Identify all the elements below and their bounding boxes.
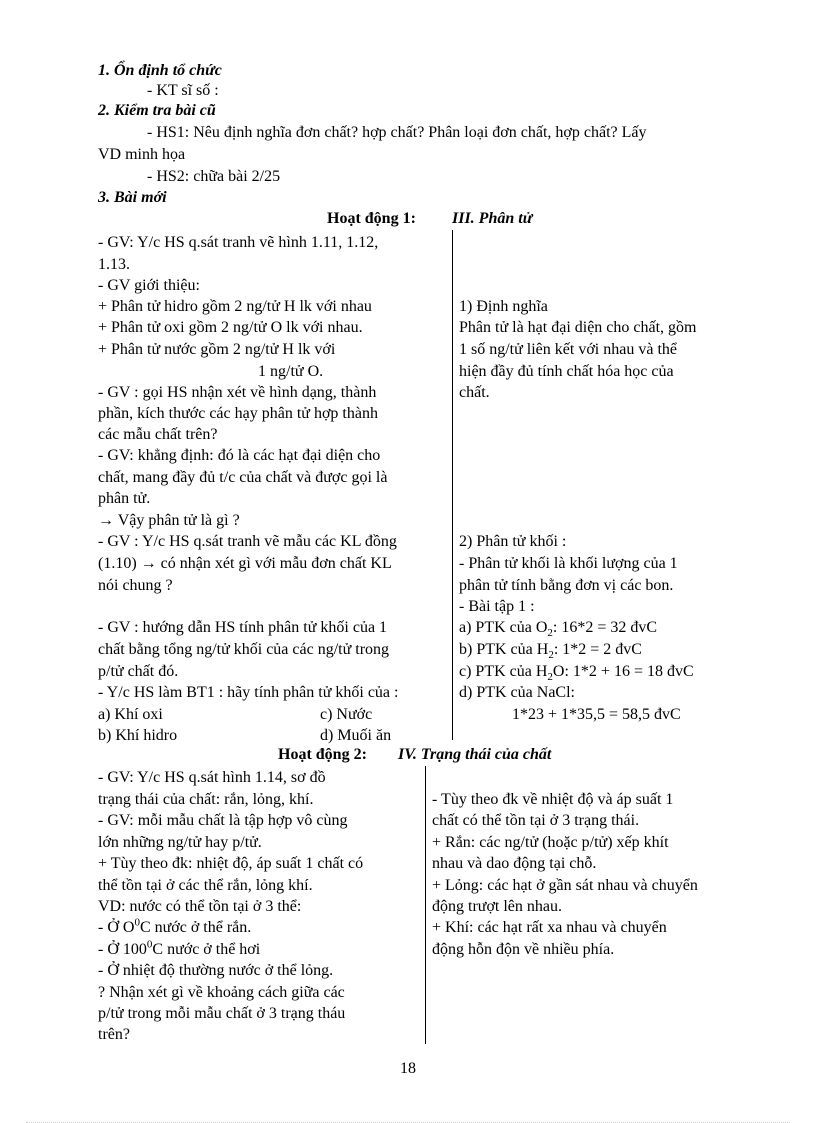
section-2-heading: 2. Kiểm tra bài cũ	[98, 102, 216, 119]
act2-left-line: thể tồn tại ở các thể rắn, lỏng khí.	[98, 877, 313, 894]
temp-gas-pre: - Ở 100	[98, 941, 147, 958]
act1-left-line: 1 ng/tử O.	[258, 363, 324, 380]
section-2-item-1-cont: VD minh họa	[98, 146, 186, 163]
calc-c-pre: c) PTK của H	[459, 663, 548, 680]
exercise-option: d) Muối ăn	[320, 727, 392, 744]
act1-left-line: phân tử.	[98, 490, 151, 507]
act1-right-line: - Bài tập 1 :	[459, 598, 535, 615]
act1-left-line: 1.13.	[98, 256, 130, 273]
calc-d-result: 1*23 + 1*35,5 = 58,5 đvC	[512, 706, 681, 723]
section-2-item-2: - HS2: chữa bài 2/25	[147, 168, 281, 185]
act2-right-line: - Tùy theo đk về nhiệt độ và áp suất 1	[432, 791, 674, 808]
act1-right-line: 1) Định nghĩa	[459, 298, 548, 315]
section-3-heading: 3. Bài mới	[98, 189, 167, 206]
act2-left-line: - GV: Y/c HS q.sát hình 1.14, sơ đồ	[98, 769, 326, 786]
act1-right-line: - Phân tử khối là khối lượng của 1	[459, 555, 678, 572]
calc-c-sub: 2	[547, 671, 553, 684]
calc-c-post: O: 1*2 + 16 = 18 đvC	[552, 663, 694, 680]
calc-b-pre: b) PTK của H	[459, 641, 549, 658]
temp-gas-sup: 0	[146, 938, 153, 951]
act2-left-line: - GV: mỗi mẫu chất là tập hợp vô cùng	[98, 812, 348, 829]
act1-left-line: phần, kích thước các hạy phân tử hợp thành	[98, 405, 378, 422]
act1-right-line: 2) Phân tử khối :	[459, 533, 567, 550]
act2-right-line: chất có thể tồn tại ở 3 trạng thái.	[432, 812, 640, 829]
act1-left-line: các mẫu chất trên?	[98, 426, 218, 443]
act1-right-line: hiện đầy đủ tính chất hóa học của	[459, 363, 674, 380]
act1-left-line: p/tử chất đó.	[98, 663, 179, 680]
section-2-item-1: - HS1: Nêu định nghĩa đơn chất? hợp chất? Phân loại đơn chất, hợp chất? Lấy	[147, 124, 647, 141]
act2-left-line: p/tử trong mỗi mẫu chất ở 3 trạng tháu	[98, 1005, 346, 1022]
column-divider-1	[452, 230, 453, 740]
page-number: 18	[400, 1060, 416, 1077]
section-1-item: - KT sĩ số :	[147, 82, 219, 99]
act2-left-line: trạng thái của chất: rắn, lỏng, khí.	[98, 791, 314, 808]
act1-right-line: phân tử tính bằng đơn vị các bon.	[459, 577, 674, 594]
act1-left-line: - GV : gọi HS nhận xét về hình dạng, thành	[98, 384, 377, 401]
column-divider-2	[425, 766, 426, 1044]
calc-a-post: : 16*2 = 32 đvC	[552, 619, 658, 636]
act2-left-line: VD: nước có thể tồn tại ở 3 thể:	[98, 898, 302, 915]
act2-right-line: + Rắn: các ng/tử (hoặc p/tử) xếp khít	[432, 834, 669, 851]
act1-left-line: (1.10) → có nhận xét gì với mẫu đơn chất KL	[98, 555, 392, 572]
act2-right-line: động hỗn độn về nhiều phía.	[432, 941, 615, 958]
exercise-option: c) Nước	[320, 706, 373, 723]
act1-left-line: + Phân tử oxi gồm 2 ng/tử O lk với nhau.	[98, 319, 363, 336]
act1-left-line: - GV giới thiệu:	[98, 277, 200, 294]
section-1-heading: 1. Ổn định tổ chức	[98, 62, 222, 79]
calc-b	[459, 639, 642, 660]
calc-a	[459, 617, 657, 638]
act2-left-line: lớn những ng/tử hay p/tử.	[98, 834, 262, 851]
temp-solid-post: C nước ở thể rắn.	[139, 919, 252, 936]
act1-left-line: - GV : hướng dẫn HS tính phân tử khối của 1	[98, 619, 388, 636]
activity-2-label: Hoạt động 2:	[278, 746, 367, 763]
act1-right-line: Phân tử là hạt đại diện cho chất, gồm	[459, 319, 697, 336]
act1-left-line: chất, mang đầy đủ t/c của chất và được gọi là	[98, 469, 388, 486]
act1-left-line: nói chung ?	[98, 577, 173, 594]
act1-left-line: - GV : Y/c HS q.sát tranh vẽ mẫu các KL đồng	[98, 533, 397, 550]
temp-gas-post: C nước ở thể hơi	[152, 941, 261, 958]
exercise-option: a) Khí oxi	[98, 706, 163, 723]
activity-1-title: III. Phân tử	[452, 210, 533, 227]
calc-a-pre: a) PTK của O	[459, 619, 548, 636]
calc-d: d) PTK của NaCl:	[459, 684, 575, 701]
activity-1-label: Hoạt động 1:	[327, 210, 416, 227]
calc-b-post: : 1*2 = 2 đvC	[553, 641, 642, 658]
activity-2-title: IV. Trạng thái của chất	[398, 746, 552, 763]
act2-left-line: + Tùy theo đk: nhiệt độ, áp suất 1 chất có	[98, 855, 364, 872]
act1-left-line: → Vậy phân tử là gì ?	[98, 512, 240, 529]
act2-right-line: + Lỏng: các hạt ở gần sát nhau và chuyển	[432, 877, 698, 894]
act1-left-line: + Phân tử hidro gồm 2 ng/tử H lk với nhau	[98, 298, 372, 315]
act1-left-line: - Y/c HS làm BT1 : hãy tính phân tử khối của :	[98, 684, 399, 701]
temp-gas	[98, 939, 260, 960]
act2-left-line: trên?	[98, 1026, 130, 1043]
calc-c	[459, 661, 694, 682]
act2-right-line: nhau và dao động tại chỗ.	[432, 855, 597, 872]
calc-b-sub: 2	[548, 649, 554, 662]
act1-left-line: - GV: khẳng định: đó là các hạt đại diện cho	[98, 447, 381, 464]
act2-right-line: + Khí: các hạt rất xa nhau và chuyển	[432, 919, 667, 936]
calc-a-sub: 2	[547, 627, 553, 640]
act1-left-line: + Phân tử nước gồm 2 ng/tử H lk với	[98, 341, 336, 358]
act1-right-line: chất.	[459, 384, 490, 401]
act1-left-line: - GV: Y/c HS q.sát tranh vẽ hình 1.11, 1.12,	[98, 234, 379, 251]
act1-right-line: 1 số ng/tử liên kết với nhau và thể	[459, 341, 677, 358]
act1-left-line: chất bằng tổng ng/tử khối của các ng/tử trong	[98, 641, 390, 658]
temp-solid	[98, 917, 251, 938]
act2-left-line: ? Nhận xét gì về khoảng cách giữa các	[98, 984, 345, 1001]
act2-right-line: động trượt lên nhau.	[432, 898, 562, 915]
act2-left-line: - Ở nhiệt độ thường nước ở thể lỏng.	[98, 962, 334, 979]
temp-solid-sup: 0	[134, 916, 140, 929]
temp-solid-pre: - Ở O	[98, 919, 135, 936]
exercise-option: b) Khí hidro	[98, 727, 178, 744]
